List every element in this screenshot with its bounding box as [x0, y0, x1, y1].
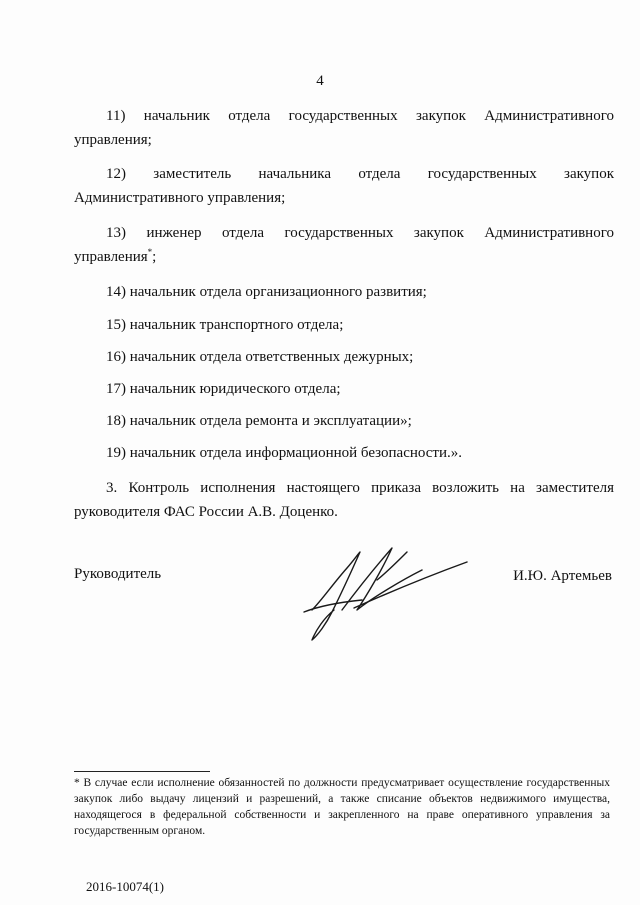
point-3-paragraph: 3. Контроль исполнения настоящего приказа возложить на заместителя руководителя ФАС России А.В. Доценко.: [74, 480, 614, 520]
list-item-12: 12) заместитель начальника отдела государственных закупок Административного управления;: [74, 166, 614, 206]
list-item-17: 17) начальник юридического отдела;: [106, 381, 341, 397]
footnote-marker: *: [147, 247, 153, 257]
signature-stroke-3: [354, 562, 467, 608]
list-item-19: 19) начальник отдела информационной безопасности.».: [106, 445, 463, 461]
signature-stroke-5: [377, 552, 407, 580]
signatory-role: Руководитель: [74, 566, 162, 582]
footnote-divider: [74, 771, 210, 772]
list-item-14: 14) начальник отдела организационного развития;: [106, 284, 427, 300]
footnote-text: * В случае если исполнение обязанностей по должности предусматривает осуществление государственных закупок либо выдачу лицензий и разрешений, а также списание объектов недвижимого имущества, находящегося в федеральной собственности и закрепленного на праве оперативного управления за государственным органом.: [74, 777, 610, 837]
signatory-name: И.Ю. Артемьев: [513, 568, 612, 584]
list-item-13: [74, 221, 614, 269]
list-item-11: 11) начальник отдела государственных закупок Административного управления;: [74, 108, 614, 148]
document-code: 2016-10074(1): [86, 879, 164, 894]
list-item-18: 18) начальник отдела ремонта и эксплуатации»;: [106, 413, 412, 429]
handwritten-signature: [302, 540, 472, 645]
list-item-16: 16) начальник отдела ответственных дежурных;: [106, 349, 414, 365]
page-number: 4: [316, 73, 324, 89]
list-item-13-end: ;: [152, 249, 157, 265]
list-item-13-text: 13) инженер отдела государственных закупок Административного управления: [74, 225, 614, 265]
list-item-15: 15) начальник транспортного отдела;: [106, 317, 344, 333]
